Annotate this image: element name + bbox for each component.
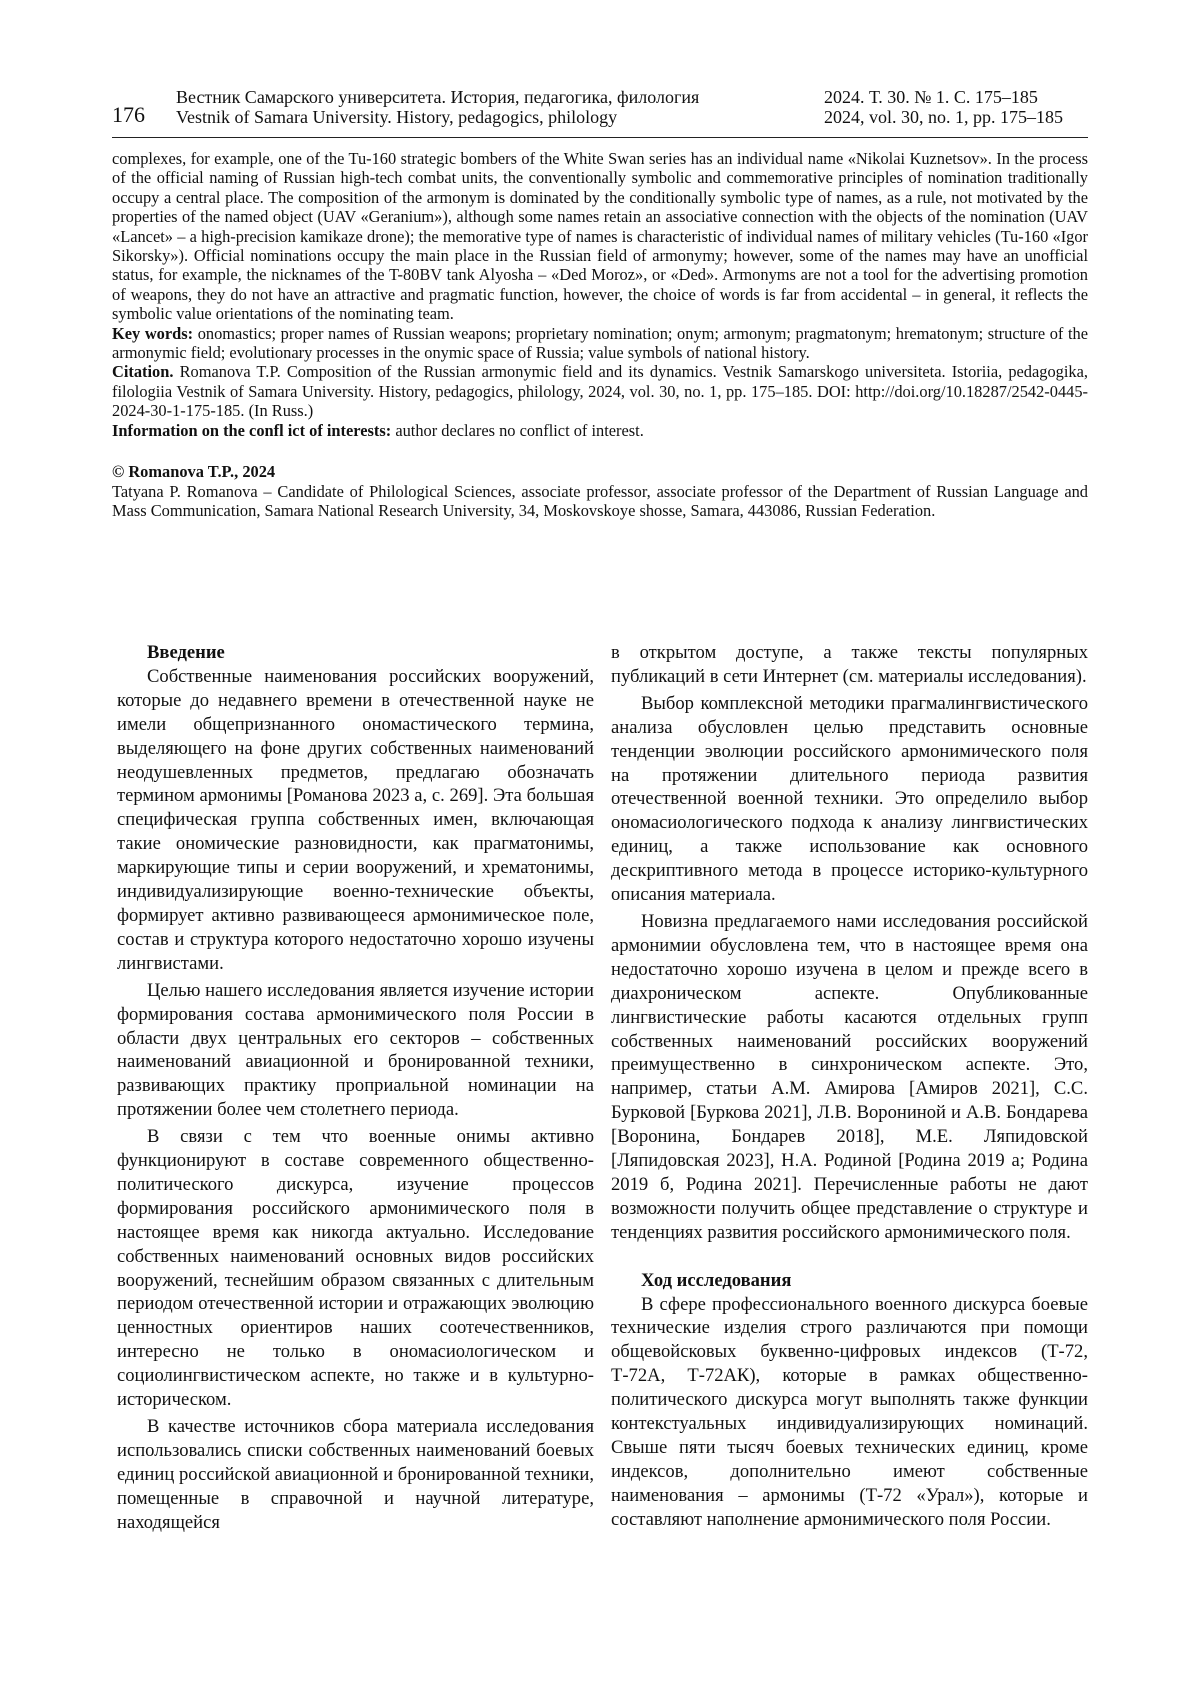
section-heading-introduction: Введение xyxy=(147,642,225,663)
paragraph: Целью нашего исследования является изучение истории формирования состава армонимического поля России в области двух центральных его секторов – собственных наименований авиационной и бронированной техники, развивающих практику проприальной номинации на протяжении более чем столетнего периода. xyxy=(117,979,594,1121)
keywords xyxy=(112,324,1088,363)
section-heading-research-progress: Ход исследования xyxy=(641,1269,792,1291)
conflict-text: author declares no conflict of interest. xyxy=(395,420,644,440)
copyright: © Romanova T.P., 2024 xyxy=(112,462,276,482)
paragraph: Новизна предлагаемого нами исследования российской армонимии обусловлена тем, что в настоящее время она недостаточно хорошо изучена в целом и прежде всего в диахроническом аспекте. Опубликованные лингвистические работы касаются отдельных групп собственных наименований российских вооружений преимущественно в синхроническом аспекте. Это, например, статьи А.М. Амирова [Амиров 2021], С.С. Бурковой [Буркова 2021], Л.В. Ворониной и А.В. Бондарева [Воронина, Бондарев 2018], М.Е. Ляпидовской [Ляпидовская 2023], Н.А. Родиной [Родина 2019 а; Родина 2019 б, Родина 2021]. Перечисленные работы не дают возможности получить общее представление о структуре и тенденциях развития российского армонимического поля. xyxy=(611,910,1088,1243)
left-column xyxy=(117,641,594,1535)
paragraph: Выбор комплексной методики прагмалингвистического анализа обусловлен целью представить основные тенденции эволюции российского армонимического поля на протяжении длительного периода развития отечественной военной техники. Это определило выбор ономасиологического подхода к анализу лингвистических единиц, а также использование как основного дескриптивного метода в процессе историко-культурного описания материала. xyxy=(611,692,1088,906)
page-number: 176 xyxy=(112,102,145,127)
volume-info-ru: 2024. Т. 30. № 1. С. 175–185 xyxy=(824,87,1038,107)
conflict-label: Information on the confl ict of interests: xyxy=(112,420,392,440)
keywords-label: Key words: xyxy=(112,323,194,343)
abstract-text: complexes, for example, one of the Tu-160 strategic bombers of the White Swan series has an individual name «Nikolai Kuznetsov». In the process of the official naming of Russian high-tech combat units, the conventionally symbolic and commemorative principles of nomination traditionally occupy a central place. The composition of the armonym is dominated by the conditionally symbolic type of names, as a rule, not motivated by the properties of the named object (UAV «Geranium»), although some names retain an associative connection with the objects of the nomination (UAV «Lancet» – a high-precision kamikaze drone); the memorative type of names is characteristic of individual names of military vehicles (Tu-160 «Igor Sikorsky»). Official nominations occupy the main place in the Russian field of armonymy; however, some of the names may have an unofficial status, for example, the nicknames of the T-80BV tank Alyosha – «Ded Moroz», or «Ded». Armonyms are not a tool for the advertising promotion of weapons, they do not have an attractive and pragmatic function, however, the choice of words is far from accidental – in general, it reflects the symbolic value orientations of the nominating team. xyxy=(112,149,1088,324)
journal-title-ru: Вестник Самарского университета. История, педагогика, филология xyxy=(176,87,700,107)
citation-label: Citation. xyxy=(112,362,174,382)
paragraph: В сфере профессионального военного дискурса боевые технические изделия строго различаются при помощи общевойсковых буквенно-цифровых индексов (Т-72, Т-72А, Т-72АК), которые в рамках общественно-политического дискурса могут выполнять также функции контекстуальных индивидуализирующих номинаций. Свыше пяти тысяч боевых технических единиц, кроме индексов, дополнительно имеют собственные наименования – армонимы (Т-72 «Урал»), которые и составляют наполнение армонимического поля России. xyxy=(611,1293,1088,1530)
keywords-text: onomastics; proper names of Russian weapons; proprietary nomination; onym; armonym; pragmatonym; hrematonym; structure of the armonymic field; evolutionary processes in the onymic space of Russia; value symbols of national history. xyxy=(112,323,1088,363)
running-header xyxy=(112,87,1088,138)
paragraph-continued: в открытом доступе, а также тексты популярных публикаций в сети Интернет (см. материалы исследования). xyxy=(611,642,1088,687)
citation-text: Romanova T.P. Composition of the Russian armonymic field and its dynamics. Vestnik Samarskogo universiteta. Istoriia, pedagogika, filologiia Vestnik of Samara University. History, pedagogics, philology, 2024, vol. 30, no. 1, pp. 175–185. DOI: http://doi.org/10.18287/2542-0445-2024-30-1-175-185. (In Russ.) xyxy=(112,362,1088,421)
volume-info-en: 2024, vol. 30, no. 1, pp. 175–185 xyxy=(824,107,1064,127)
paragraph: В связи с тем что военные онимы активно функционируют в составе современного общественно-политического дискурса, изучение процессов формирования российского армонимического поля в настоящее время как никогда актуально. Исследование собственных наименований основных видов российских вооружений, теснейшим образом связанных с длительным периодом отечественной истории и отражающих эволюцию ценностных ориентиров наших соотечественников, интересно не только в ономасиологическом и социолингвистическом аспекте, но также и в культурно-историческом. xyxy=(117,1126,594,1411)
conflict-of-interest xyxy=(112,421,1088,440)
paragraph: Собственные наименования российских вооружений, которые до недавнего времени в отечественной науке не имели общепризнанного ономастического термина, выделяющего на фоне других собственных наименований неодушевленных предметов, предлагаю обозначать термином армонимы [Романова 2023 а, с. 269]. Эта большая специфическая группа собственных имен, включающая такие ономические разновидности, как прагматонимы, маркирующие типы и серии вооружений, и хрематонимы, индивидуализирующие военно-технические объекты, формирует активно развивающееся армонимическое поле, состав и структура которого недостаточно хорошо изучены лингвистами. xyxy=(117,665,594,974)
right-column xyxy=(611,641,1088,1532)
abstract-block xyxy=(112,149,1088,520)
journal-title-en: Vestnik of Samara University. History, pedagogics, philology xyxy=(176,107,618,127)
author-info: Tatyana P. Romanova – Candidate of Philological Sciences, associate professor, associate professor of the Department of Russian Language and Mass Communication, Samara National Research University, 34, Moskovskoye shosse, Samara, 443086, Russian Federation. xyxy=(112,481,1088,520)
paragraph: В качестве источников сбора материала исследования использовались списки собственных наименований боевых единиц российской авиационной и бронированной техники, помещенные в справочной и научной литературе, находящейся xyxy=(117,1416,594,1533)
citation xyxy=(112,362,1088,420)
